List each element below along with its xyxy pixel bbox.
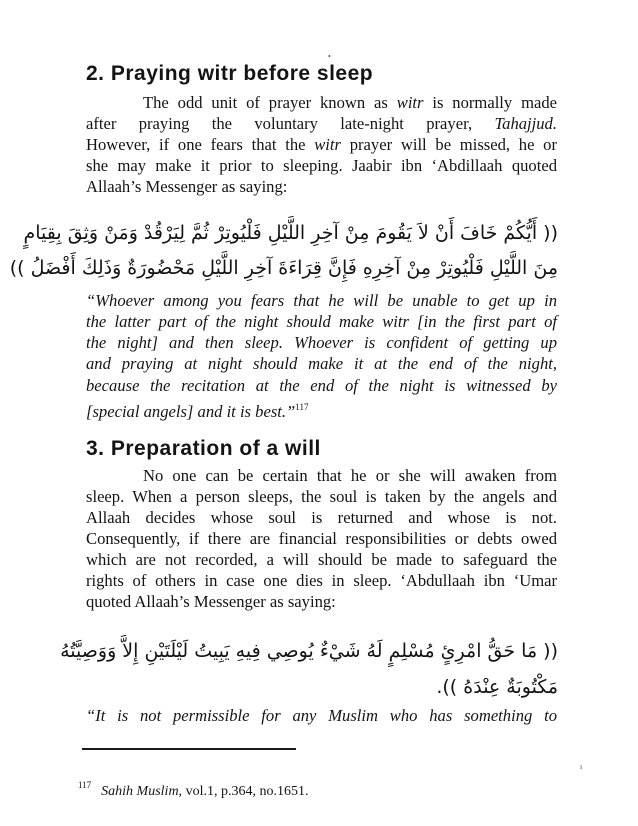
text: [special angels] and it is best.” [86, 402, 296, 421]
text: is normally made [432, 93, 558, 112]
scan-speck: • [328, 52, 331, 61]
body-line [86, 114, 557, 134]
term-witr: witr [314, 135, 341, 154]
footnote-source: Sahih Muslim, [101, 784, 183, 799]
footnote-details: vol.1, p.364, no.1651. [185, 784, 309, 799]
body-line: No one can be certain that he or she will awaken from [143, 466, 557, 485]
footnote-divider [82, 748, 296, 750]
translation-line: the night] and then sleep. Whoever is confident of getting up [86, 333, 557, 352]
body-line: Allaah decides whose soul is returned and whose is not. [86, 508, 557, 527]
section-heading-will: 3. Preparation of a will [86, 437, 321, 460]
text: The odd unit of prayer known as [143, 93, 388, 112]
footnote-number: 117 [78, 780, 92, 790]
body-line [143, 93, 557, 113]
translation-line: and praying at night should make it at the end of the night, [86, 354, 557, 373]
text: However, if one fears that the [86, 135, 306, 154]
arabic-hadith-line: مَكْتُوبَةٌ عِنْدَهُ )). [436, 676, 558, 698]
translation-line: because the recitation at the end of the night is witnessed by [86, 376, 557, 395]
translation-line: “It is not permissible for any Muslim who has something to [86, 706, 557, 725]
body-line: Consequently, if there are financial responsibilities or debts owed [86, 529, 557, 548]
text: after praying the voluntary late-night prayer, [86, 114, 473, 133]
translation-line [86, 397, 308, 422]
body-line: rights of others in case one dies in sleep. ‘Abdullaah ibn ‘Umar [86, 571, 557, 590]
body-line: quoted Allaah’s Messenger as saying: [86, 592, 336, 611]
translation-line: “Whoever among you fears that he will be unable to get up in [86, 291, 557, 310]
term-tahajjud: Tahajjud. [494, 114, 557, 133]
arabic-hadith-line: (( أَيُّكُمْ خَافَ أَنْ لاَ يَقُومَ مِنْ آخِرِ اللَّيْلِ فَلْيُوتِرْ ثُمَّ لِيَرْقُدْ وَمَنْ وَثِقَ بِقِيَامٍ [23, 222, 558, 244]
scan-speck: ı [580, 762, 583, 771]
term-witr: witr [396, 93, 424, 112]
body-line: which are not recorded, a will should be made to safeguard the [86, 550, 557, 569]
body-line: Allaah’s Messenger as saying: [86, 177, 288, 196]
translation-line: the latter part of the night should make witr [in the first part of [86, 312, 557, 331]
footnote [78, 780, 308, 800]
body-line [86, 135, 557, 155]
body-line: sleep. When a person sleeps, the soul is taken by the angels and [86, 487, 557, 506]
section-heading-witr: 2. Praying witr before sleep [86, 62, 374, 85]
text: prayer will be missed, he or [349, 135, 557, 154]
footnote-ref: 117 [295, 402, 309, 412]
arabic-hadith-line: (( مَا حَقُّ امْرِئٍ مُسْلِمٍ لَهُ شَيْءٌ يُوصِي فِيهِ يَبِيتُ لَيْلَتَيْنِ إِلاَّ وَوَصِيَّتُهُ [60, 640, 558, 662]
arabic-hadith-line: مِنَ اللَّيْلِ فَلْيُوتِرْ مِنْ آخِرِهِ فَإِنَّ قِرَاءَةَ آخِرِ اللَّيْلِ مَحْضُورَةٌ وَذَلِكَ أَفْضَلُ )) [9, 257, 558, 279]
body-line: she may make it prior to sleeping. Jaabir ibn ‘Abdillaah quoted [86, 156, 557, 175]
